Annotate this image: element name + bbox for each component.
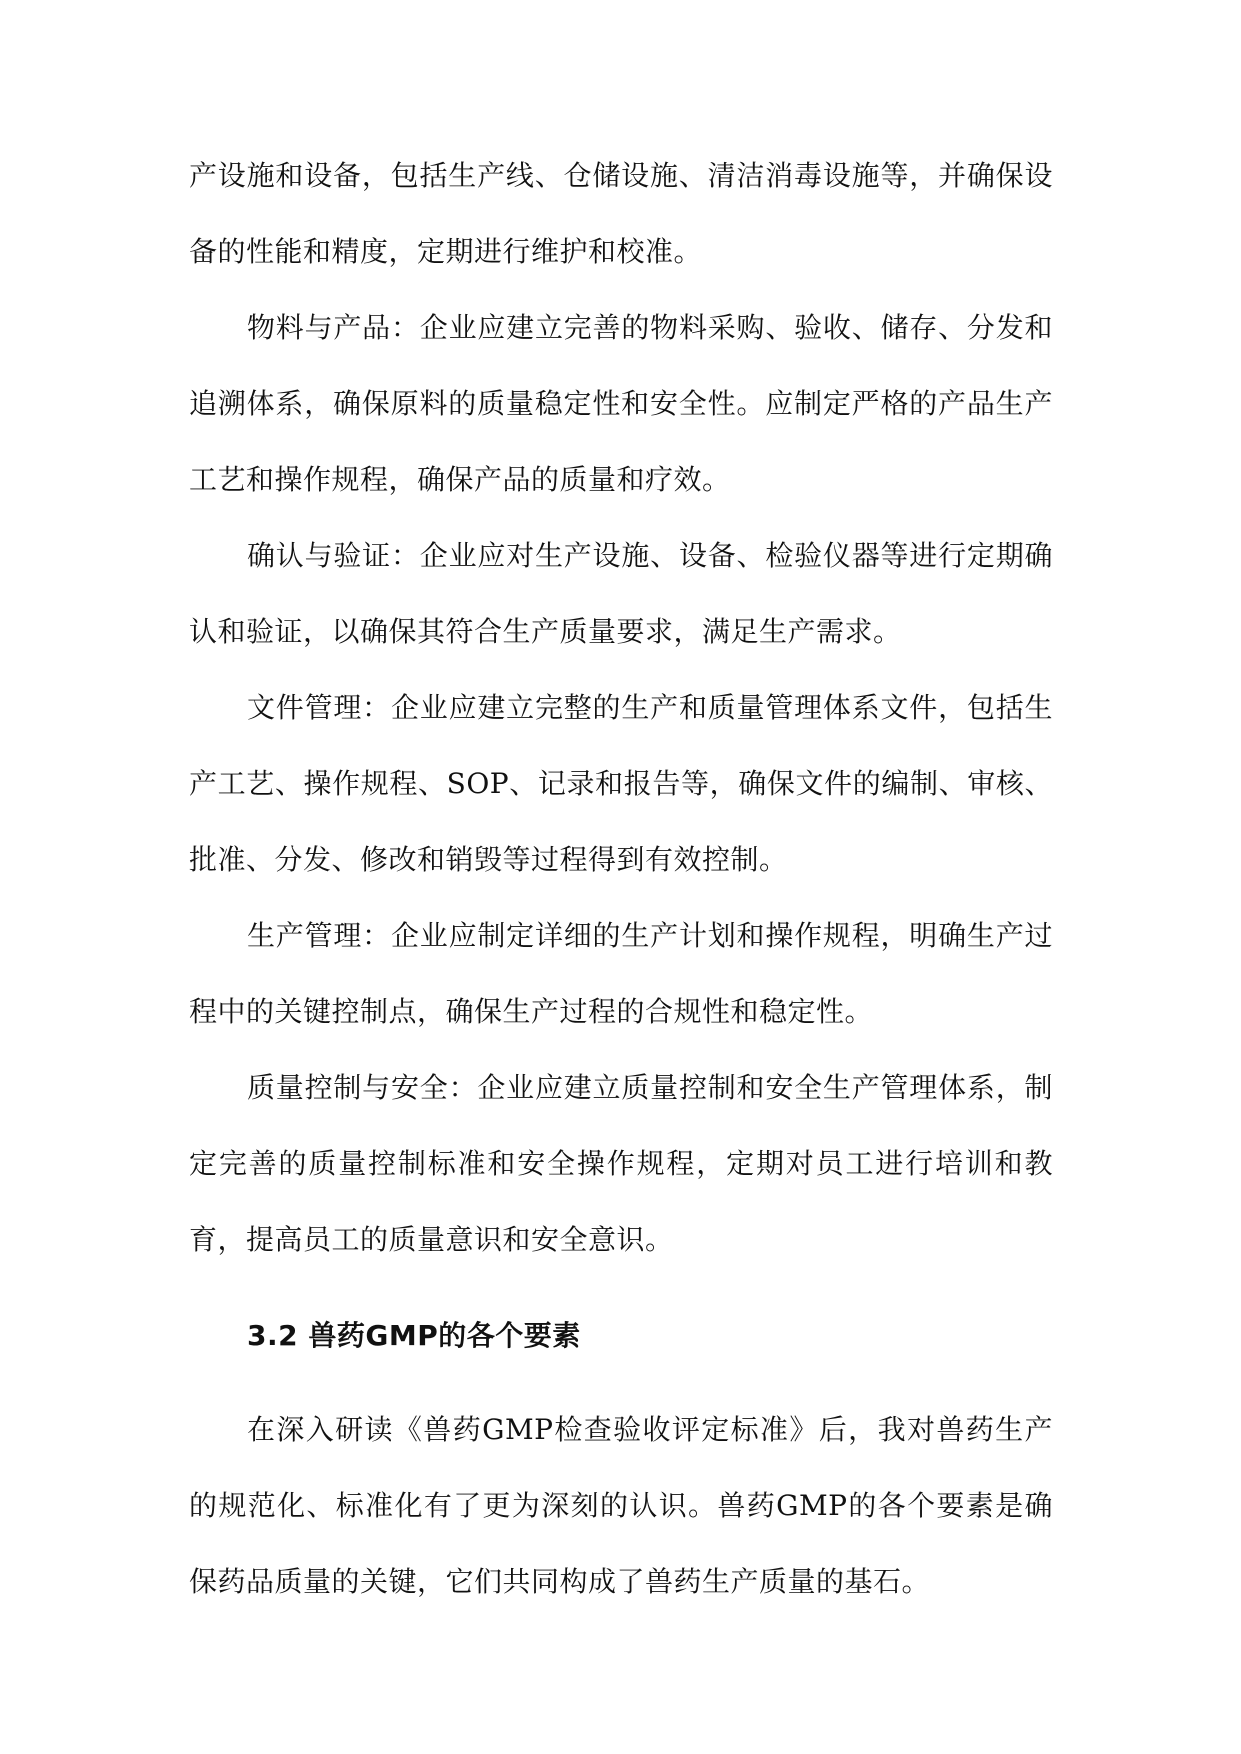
paragraph-materials-products: 物料与产品：企业应建立完善的物料采购、验收、储存、分发和追溯体系，确保原料的质量稳定性和安全性。应制定严格的产品生产工艺和操作规程，确保产品的质量和疗效。 <box>189 311 1053 496</box>
paragraph-quality-safety: 质量控制与安全：企业应建立质量控制和安全生产管理体系，制定完善的质量控制标准和安全操作规程，定期对员工进行培训和教育，提高员工的质量意识和安全意识。 <box>189 1071 1053 1256</box>
paragraph-document-management: 文件管理：企业应建立完整的生产和质量管理体系文件，包括生产工艺、操作规程、SOP、记录和报告等，确保文件的编制、审核、批准、分发、修改和销毁等过程得到有效控制。 <box>189 691 1053 876</box>
paragraph-production-management: 生产管理：企业应制定详细的生产计划和操作规程，明确生产过程中的关键控制点，确保生产过程的合规性和稳定性。 <box>189 919 1053 1028</box>
section-heading: 3.2 兽药GMP的各个要素 <box>247 1319 581 1352</box>
paragraph-qualification-validation: 确认与验证：企业应对生产设施、设备、检验仪器等进行定期确认和验证，以确保其符合生产质量要求，满足生产需求。 <box>189 539 1053 648</box>
paragraph-facilities-continued: 产设施和设备，包括生产线、仓储设施、清洁消毒设施等，并确保设备的性能和精度，定期进行维护和校准。 <box>189 159 1053 268</box>
paragraph-gmp-elements-intro: 在深入研读《兽药GMP检查验收评定标准》后，我对兽药生产的规范化、标准化有了更为深刻的认识。兽药GMP的各个要素是确保药品质量的关键，它们共同构成了兽药生产质量的基石。 <box>189 1413 1053 1598</box>
